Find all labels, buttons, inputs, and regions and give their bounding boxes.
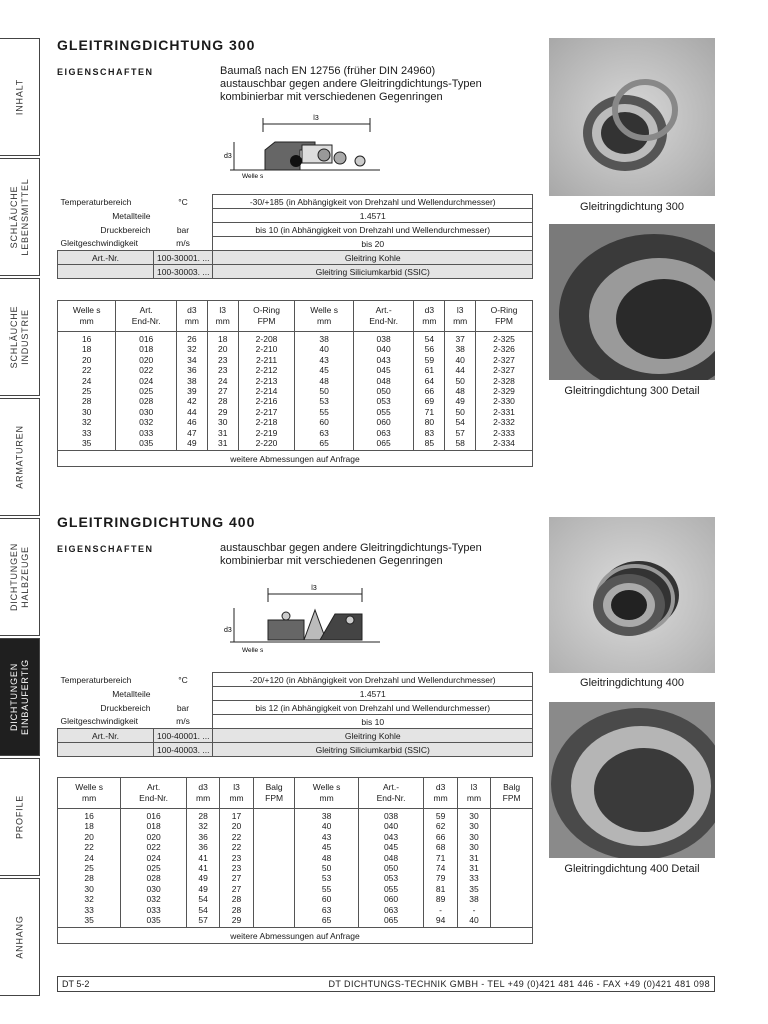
photo-gleitringdichtung-400 <box>549 517 715 673</box>
dim-column <box>445 332 476 451</box>
diagram-300-d3-label: d3 <box>224 153 232 160</box>
dim-cell: 41 <box>198 852 208 863</box>
section-400-dimension-table <box>57 777 533 944</box>
dim-header: Welle s mm <box>58 778 121 809</box>
dim-cell: 48 <box>319 375 329 386</box>
dim-cell: 50 <box>455 375 465 386</box>
dim-cell: 38 <box>321 811 332 821</box>
dim-cell: 2-325 <box>493 334 515 344</box>
dim-cell: 055 <box>376 406 391 417</box>
dim-cell: 45 <box>321 842 332 853</box>
dim-cell: 38 <box>187 375 197 386</box>
dim-column <box>207 332 238 451</box>
dim-cell: 18 <box>81 344 92 355</box>
dim-cell: 035 <box>146 915 161 926</box>
dim-cell: 053 <box>376 396 391 407</box>
dim-cell: 40 <box>455 354 465 365</box>
spec-row: Gleitgeschwindigkeit m/s bis 20 <box>58 237 533 251</box>
dimension-footnote-row <box>58 451 533 467</box>
dim-column <box>457 809 490 928</box>
dim-cell: 22 <box>84 842 94 853</box>
dim-cell: 55 <box>321 883 332 894</box>
dim-column <box>121 809 187 928</box>
dim-cell: 61 <box>424 365 435 376</box>
dim-cell: 43 <box>321 831 332 842</box>
photo-gleitringdichtung-300-detail <box>549 224 715 380</box>
dim-cell: 055 <box>383 883 399 894</box>
dim-cell: 2-331 <box>493 406 515 417</box>
dim-cell: 038 <box>383 811 399 821</box>
dim-cell: 30 <box>469 821 479 832</box>
dim-cell: 28 <box>198 811 208 821</box>
dim-cell: 18 <box>218 334 228 344</box>
dim-cell: 26 <box>187 334 197 344</box>
dim-cell: 30 <box>81 406 92 417</box>
dim-cell: 2-329 <box>493 386 515 397</box>
dim-cell: 54 <box>198 904 208 915</box>
dim-header: d3 mm <box>414 301 445 332</box>
dim-cell: 020 <box>139 354 154 365</box>
dim-cell: 063 <box>383 904 399 915</box>
dim-column <box>58 332 116 451</box>
dim-cell: 025 <box>139 386 154 397</box>
dim-header: O-Ring FPM <box>476 301 533 332</box>
dim-cell: 2-212 <box>255 365 278 376</box>
dim-header: l3 mm <box>220 778 253 809</box>
dim-header: d3 mm <box>186 778 219 809</box>
diagram-300-l3-label: l3 <box>313 115 319 122</box>
dim-cell: 36 <box>198 842 208 853</box>
dim-header: Welle s mm <box>295 301 353 332</box>
dim-cell: 54 <box>198 894 208 905</box>
dim-cell: 49 <box>455 396 465 407</box>
section-300-description: Baumaß nach EN 12756 (früher DIN 24960) austauschbar gegen andere Gleitringdichtungs-Typen kombinierbar mit verschiedenen Gegenringen <box>220 65 482 103</box>
dim-cell: 50 <box>321 863 332 874</box>
dim-cell: 45 <box>319 365 329 376</box>
diagram-300-welle-label: Welle s <box>242 173 264 180</box>
dim-cell: 20 <box>81 354 92 365</box>
dim-cell: 56 <box>424 344 435 355</box>
dim-cell: 31 <box>218 427 228 438</box>
dimension-header-row <box>58 301 533 332</box>
dim-column <box>116 332 177 451</box>
sidebar-tab-inhalt[interactable]: INHALT <box>0 38 40 156</box>
section-400-description: austauschbar gegen andere Gleitringdichtungs-Typen kombinierbar mit verschiedenen Gegenringen <box>220 542 482 567</box>
dim-cell: 065 <box>383 915 399 926</box>
dim-column <box>295 809 358 928</box>
dim-cell: 24 <box>84 852 94 863</box>
dim-cell: 71 <box>435 852 446 863</box>
dim-cell: 048 <box>383 852 399 863</box>
dim-cell: 65 <box>319 438 329 449</box>
dim-cell: 31 <box>218 438 228 449</box>
dim-cell: 48 <box>321 852 332 863</box>
dim-cell: 29 <box>218 406 228 417</box>
dim-cell: 27 <box>218 386 228 397</box>
dim-cell: 063 <box>376 427 391 438</box>
sidebar-tab-schlaeuche-industrie[interactable]: SCHLÄUCHE INDUSTRIE <box>0 278 40 396</box>
dim-cell: 2-210 <box>255 344 278 355</box>
dim-cell: 54 <box>424 334 435 344</box>
dim-header: l3 mm <box>207 301 238 332</box>
dim-cell: - <box>472 904 476 915</box>
dim-cell: 2-330 <box>493 396 515 407</box>
dim-cell: 60 <box>319 417 329 428</box>
dim-cell: 59 <box>424 354 435 365</box>
dim-cell: 54 <box>455 417 465 428</box>
dim-cell: 30 <box>84 883 94 894</box>
dim-cell: 24 <box>81 375 92 386</box>
dim-cell: 55 <box>319 406 329 417</box>
dim-cell: 016 <box>139 334 154 344</box>
dim-cell: 33 <box>469 873 479 884</box>
sidebar-tab-dichtungen-einbaufertig[interactable]: DICHTUNGEN EINBAUFERTIG <box>0 638 40 756</box>
dim-cell: 27 <box>231 873 242 884</box>
dim-cell: 80 <box>424 417 435 428</box>
spec-row: Druckbereich bar bis 10 (in Abhängigkeit von Drehzahl und Wellendurchmesser) <box>58 223 533 237</box>
dim-cell: 62 <box>435 821 446 832</box>
dim-cell: 24 <box>218 375 228 386</box>
dim-header: l3 mm <box>445 301 476 332</box>
dim-cell: 020 <box>146 831 161 842</box>
art-row: 100-30003. ... Gleitring Siliciumkarbid (SSIC) <box>58 265 533 279</box>
dim-cell: 016 <box>146 811 161 821</box>
dim-cell: 65 <box>321 915 332 926</box>
dim-cell: 50 <box>319 386 329 397</box>
photo-gleitringdichtung-400-detail <box>549 702 715 858</box>
dim-cell: 30 <box>469 842 479 853</box>
dim-cell: 57 <box>198 915 208 926</box>
dim-cell: 038 <box>376 334 391 344</box>
dim-cell: 35 <box>469 883 479 894</box>
section-300-dimension-table <box>57 300 533 467</box>
dim-cell: 040 <box>376 344 391 355</box>
dim-cell: 032 <box>139 417 154 428</box>
dim-header: Art. End-Nr. <box>121 778 187 809</box>
dim-cell: 20 <box>231 821 242 832</box>
dim-column <box>58 809 121 928</box>
dim-cell: 38 <box>319 334 329 344</box>
dim-cell: 16 <box>84 811 94 821</box>
dim-cell: 23 <box>218 365 228 376</box>
dim-cell: 83 <box>424 427 435 438</box>
dim-cell: 57 <box>455 427 465 438</box>
dim-column <box>186 809 219 928</box>
section-300-spec-table <box>57 194 533 279</box>
dim-column <box>238 332 295 451</box>
dim-cell: 2-326 <box>493 344 515 355</box>
dim-header: Art. End-Nr. <box>116 301 177 332</box>
dim-cell: 2-332 <box>493 417 515 428</box>
dim-cell: 060 <box>383 894 399 905</box>
photo-gleitringdichtung-300 <box>549 38 715 196</box>
diagram-400-d3-label: d3 <box>224 627 232 634</box>
dim-cell: 053 <box>383 873 399 884</box>
dim-cell: 2-214 <box>255 386 278 397</box>
dim-cell: 050 <box>376 386 391 397</box>
dim-cell: 94 <box>435 915 446 926</box>
dim-cell: 2-211 <box>255 354 278 365</box>
dim-cell: 29 <box>231 915 242 926</box>
spec-row: Temperaturbereich °C -30/+185 (in Abhängigkeit von Drehzahl und Wellendurchmesser) <box>58 195 533 209</box>
dim-cell: 2-216 <box>255 396 278 407</box>
dim-cell: 71 <box>424 406 435 417</box>
sidebar-tab-dichtungen-halbzeuge[interactable]: DICHTUNGEN HALBZEUGE <box>0 518 40 636</box>
section-400-spec-table <box>57 672 533 757</box>
dim-column <box>424 809 457 928</box>
dim-cell: 30 <box>469 811 479 821</box>
sidebar-tab-armaturen[interactable]: ARMATUREN <box>0 398 40 516</box>
section-300-title: GLEITRINGDICHTUNG 300 <box>57 37 256 53</box>
dim-column <box>476 332 533 451</box>
dimension-body-row <box>58 809 533 928</box>
art-row: 100-40003. ... Gleitring Siliciumkarbid (SSIC) <box>58 743 533 757</box>
dim-cell: 2-327 <box>493 365 515 376</box>
dim-cell: 23 <box>231 863 242 874</box>
dim-cell: 38 <box>455 344 465 355</box>
dimension-footnote: weitere Abmessungen auf Anfrage <box>58 928 533 944</box>
dim-cell: 32 <box>198 821 208 832</box>
dim-cell: 2-333 <box>493 427 515 438</box>
dim-cell: 89 <box>435 894 446 905</box>
dim-cell: 2-218 <box>255 417 278 428</box>
diagram-400-l3-label: l3 <box>311 585 317 592</box>
dim-cell: 41 <box>198 863 208 874</box>
dim-cell: 20 <box>84 831 94 842</box>
dim-cell: 40 <box>469 915 479 926</box>
page-footer <box>57 976 715 992</box>
dim-column <box>177 332 208 451</box>
dim-column <box>414 332 445 451</box>
dim-cell: 43 <box>319 354 329 365</box>
dimension-footnote-row <box>58 928 533 944</box>
dim-cell: 030 <box>139 406 154 417</box>
dim-cell: 20 <box>218 344 228 355</box>
dim-cell: 63 <box>321 904 332 915</box>
dim-cell: 030 <box>146 883 161 894</box>
dim-cell: 30 <box>218 417 228 428</box>
dim-cell: 23 <box>231 852 242 863</box>
footer-page-number: DT 5-2 <box>62 979 90 989</box>
dim-header: l3 mm <box>457 778 490 809</box>
dim-cell: 060 <box>376 417 391 428</box>
dim-cell: 40 <box>319 344 329 355</box>
dim-cell: 74 <box>435 863 446 874</box>
section-300-properties-heading: EIGENSCHAFTEN <box>57 67 154 77</box>
dim-cell: 022 <box>146 842 161 853</box>
dim-column <box>220 809 253 928</box>
dim-header: d3 mm <box>177 301 208 332</box>
dim-cell: 018 <box>139 344 154 355</box>
dim-cell: 033 <box>139 427 154 438</box>
dim-cell: 045 <box>383 842 399 853</box>
spec-row: Metallteile 1.4571 <box>58 209 533 223</box>
section-300-seal-diagram <box>220 112 390 182</box>
dim-cell: 63 <box>319 427 329 438</box>
dim-cell: 30 <box>469 831 479 842</box>
dim-cell: 35 <box>81 438 92 449</box>
dim-cell: 31 <box>469 863 479 874</box>
dim-column <box>491 809 533 928</box>
dim-cell: 065 <box>376 438 391 449</box>
dim-header: Balg FPM <box>491 778 533 809</box>
dim-cell: 36 <box>187 365 197 376</box>
dim-cell: 2-213 <box>255 375 278 386</box>
dim-cell: 2-208 <box>255 334 278 344</box>
dim-cell: 23 <box>218 354 228 365</box>
dim-cell: 68 <box>435 842 446 853</box>
dim-cell: 53 <box>321 873 332 884</box>
dim-cell: 32 <box>81 417 92 428</box>
dim-cell: 17 <box>231 811 242 821</box>
dim-cell: 28 <box>218 396 228 407</box>
spec-row: Gleitgeschwindigkeit m/s bis 10 <box>58 715 533 729</box>
dim-cell: 050 <box>383 863 399 874</box>
dim-cell: 033 <box>146 904 161 915</box>
dim-cell: 53 <box>319 396 329 407</box>
dim-cell: 2-220 <box>255 438 278 449</box>
dim-cell: 048 <box>376 375 391 386</box>
dim-cell: 22 <box>231 831 242 842</box>
photo-300-caption: Gleitringdichtung 300 <box>580 201 684 213</box>
dim-cell: 34 <box>187 354 197 365</box>
photo-300-detail-caption: Gleitringdichtung 300 Detail <box>564 385 700 397</box>
dim-cell: 25 <box>84 863 94 874</box>
dimension-footnote: weitere Abmessungen auf Anfrage <box>58 451 533 467</box>
dim-cell: 48 <box>455 386 465 397</box>
dim-cell: 36 <box>198 831 208 842</box>
dim-cell: 59 <box>435 811 446 821</box>
section-400-seal-diagram <box>220 580 390 660</box>
section-400-properties-heading: EIGENSCHAFTEN <box>57 544 154 554</box>
dim-cell: 2-327 <box>493 354 515 365</box>
dim-cell: 79 <box>435 873 446 884</box>
dim-cell: - <box>439 904 443 915</box>
dim-column <box>295 332 353 451</box>
dim-cell: 66 <box>435 831 446 842</box>
dim-cell: 42 <box>187 396 197 407</box>
dim-cell: 043 <box>376 354 391 365</box>
dim-cell: 22 <box>231 842 242 853</box>
dim-header: Art.- End-Nr. <box>358 778 424 809</box>
spec-row: Temperaturbereich °C -20/+120 (in Abhängigkeit von Drehzahl und Wellendurchmesser) <box>58 673 533 687</box>
dim-cell: 50 <box>455 406 465 417</box>
dim-cell: 31 <box>469 852 479 863</box>
dim-header: Balg FPM <box>253 778 295 809</box>
dim-cell: 66 <box>424 386 435 397</box>
dim-cell: 2-219 <box>255 427 278 438</box>
dim-cell: 024 <box>139 375 154 386</box>
dim-cell: 27 <box>231 883 242 894</box>
dim-cell: 49 <box>198 873 208 884</box>
dim-cell: 44 <box>455 365 465 376</box>
dim-cell: 37 <box>455 334 465 344</box>
dim-column <box>253 809 295 928</box>
spec-row: Druckbereich bar bis 12 (in Abhängigkeit von Drehzahl und Wellendurchmesser) <box>58 701 533 715</box>
section-400-title: GLEITRINGDICHTUNG 400 <box>57 514 256 530</box>
dim-cell: 2-217 <box>255 406 278 417</box>
dim-cell: 045 <box>376 365 391 376</box>
footer-contact: DT DICHTUNGS-TECHNIK GMBH - TEL +49 (0)421 481 446 - FAX +49 (0)421 481 098 <box>328 979 710 989</box>
sidebar-tab-anhang[interactable]: ANHANG <box>0 878 40 996</box>
dim-cell: 028 <box>146 873 161 884</box>
dim-cell: 18 <box>84 821 94 832</box>
dim-header: Welle s mm <box>58 301 116 332</box>
dim-cell: 28 <box>84 873 94 884</box>
dim-cell: 47 <box>187 427 197 438</box>
dim-cell: 49 <box>198 883 208 894</box>
sidebar-tab-profile[interactable]: PROFILE <box>0 758 40 876</box>
dim-cell: 39 <box>187 386 197 397</box>
dim-cell: 32 <box>187 344 197 355</box>
dim-cell: 33 <box>84 904 94 915</box>
dim-cell: 024 <box>146 852 161 863</box>
dim-header: Art.- End-Nr. <box>353 301 414 332</box>
dim-cell: 64 <box>424 375 435 386</box>
dim-cell: 85 <box>424 438 435 449</box>
dim-cell: 46 <box>187 417 197 428</box>
dim-cell: 58 <box>455 438 465 449</box>
diagram-400-welle-label: Welle s <box>242 647 264 654</box>
dimension-body-row <box>58 332 533 451</box>
dim-cell: 49 <box>187 438 197 449</box>
dim-cell: 40 <box>321 821 332 832</box>
dim-cell: 16 <box>81 334 92 344</box>
dim-cell: 69 <box>424 396 435 407</box>
dim-column <box>358 809 424 928</box>
dim-cell: 2-328 <box>493 375 515 386</box>
sidebar-tab-schlaeuche-lebensmittel[interactable]: SCHLÄUCHE LEBENSMITTEL <box>0 158 40 276</box>
photo-400-caption: Gleitringdichtung 400 <box>580 677 684 689</box>
dim-cell: 025 <box>146 863 161 874</box>
spec-row: Metallteile 1.4571 <box>58 687 533 701</box>
photo-400-detail-caption: Gleitringdichtung 400 Detail <box>564 863 700 875</box>
dim-cell: 28 <box>81 396 92 407</box>
dim-cell: 035 <box>139 438 154 449</box>
dim-cell: 032 <box>146 894 161 905</box>
art-row: Art.-Nr. 100-40001. ... Gleitring Kohle <box>58 729 533 743</box>
dim-cell: 2-334 <box>493 438 515 449</box>
dim-column <box>353 332 414 451</box>
dim-cell: 25 <box>81 386 92 397</box>
dim-cell: 35 <box>84 915 94 926</box>
dim-header: O-Ring FPM <box>238 301 295 332</box>
dim-cell: 028 <box>139 396 154 407</box>
dim-cell: 040 <box>383 821 399 832</box>
dimension-header-row <box>58 778 533 809</box>
dim-cell: 44 <box>187 406 197 417</box>
dim-cell: 018 <box>146 821 161 832</box>
dim-cell: 043 <box>383 831 399 842</box>
dim-cell: 28 <box>231 904 242 915</box>
dim-cell: 22 <box>81 365 92 376</box>
dim-cell: 32 <box>84 894 94 905</box>
dim-cell: 81 <box>435 883 446 894</box>
dim-cell: 38 <box>469 894 479 905</box>
dim-cell: 022 <box>139 365 154 376</box>
dim-header: Welle s mm <box>295 778 358 809</box>
art-row: Art.-Nr. 100-30001. ... Gleitring Kohle <box>58 251 533 265</box>
dim-cell: 28 <box>231 894 242 905</box>
dim-cell: 60 <box>321 894 332 905</box>
dim-header: d3 mm <box>424 778 457 809</box>
dim-cell: 33 <box>81 427 92 438</box>
